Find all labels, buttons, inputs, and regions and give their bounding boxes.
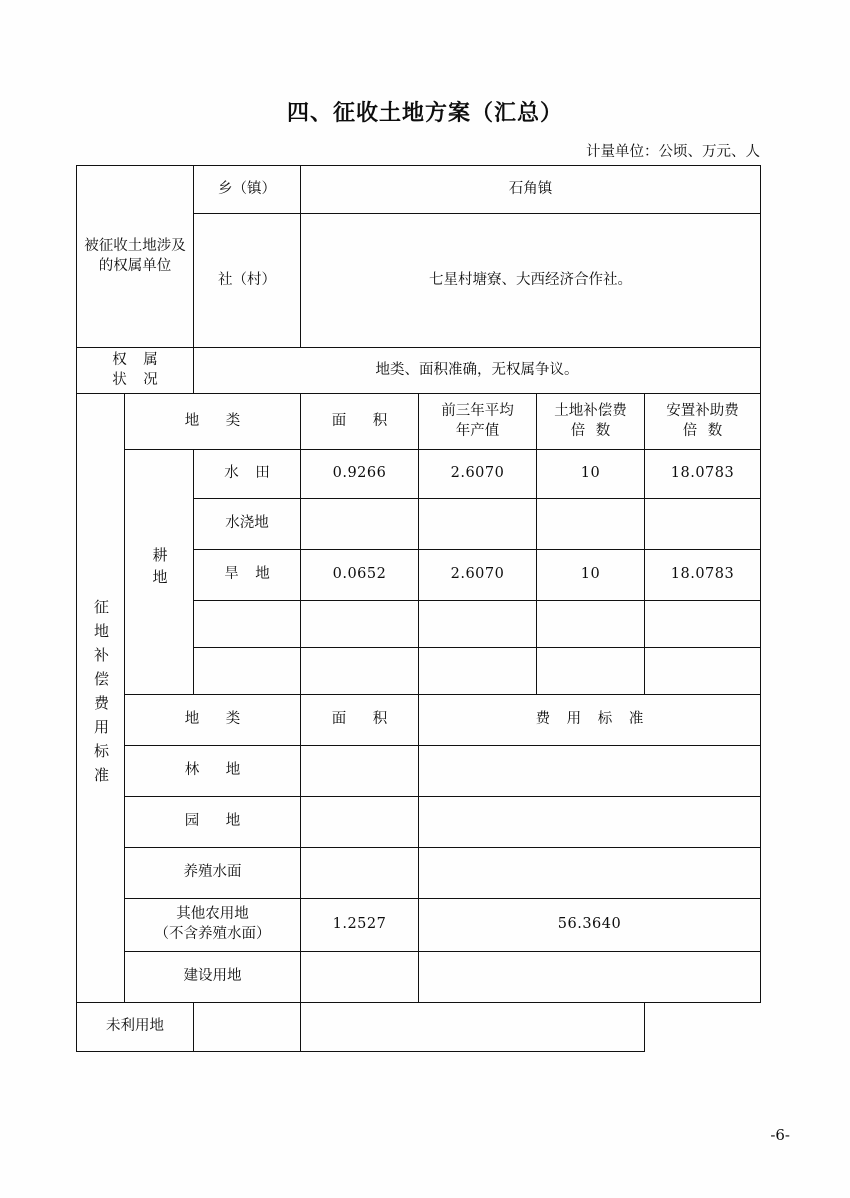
cell-land-type: [194, 648, 301, 695]
table-row-township: [77, 166, 761, 214]
ownership-status-value: [194, 348, 761, 394]
table-row-other-4: [77, 899, 761, 952]
header-area-upper: [301, 394, 419, 450]
cell-fee-standard: [419, 746, 761, 797]
cell-resettlement-multiple: [645, 601, 761, 648]
cell-resettlement-multiple: 18.0783: [645, 450, 761, 499]
cell-area: [301, 746, 419, 797]
table-row-cultivated-1: [77, 450, 761, 499]
table-row-ownership-status: [77, 348, 761, 394]
cell-land-type: [125, 952, 301, 1003]
cell-fee-standard: [301, 1003, 645, 1052]
cell-land-type: [194, 450, 301, 499]
compensation-side-label-text: 征地补偿费用标准: [92, 598, 110, 791]
table-row-other-5: [77, 952, 761, 1003]
cell-fee-standard: [419, 797, 761, 848]
cell-land-compensation-multiple: [537, 601, 645, 648]
measurement-unit-note: 计量单位：公顷、万元、人: [586, 144, 760, 160]
cell-land-type: [125, 848, 301, 899]
cell-average-yield: [419, 499, 537, 550]
cell-area: [301, 648, 419, 695]
header-land-compensation-multiple: [537, 394, 645, 450]
cell-area: [194, 1003, 301, 1052]
ownership-unit-label-text: 被征收土地涉及的权属单位: [84, 237, 186, 274]
header-land-type-upper: [125, 394, 301, 450]
cell-fee-standard: [419, 848, 761, 899]
header-land-type-upper-text: 地 类: [184, 412, 252, 429]
cell-land-compensation-multiple: 10: [537, 450, 645, 499]
cell-area: [301, 848, 419, 899]
village-value-cell: [301, 214, 761, 348]
header-land-compensation-line1: 土地补偿费: [554, 402, 627, 419]
township-value-cell: [301, 166, 761, 214]
cell-resettlement-multiple: [645, 499, 761, 550]
cell-area: [301, 797, 419, 848]
ownership-status-value-text: 地类、面积准确，无权属争议。: [375, 361, 579, 378]
cell-land-compensation-multiple: [537, 499, 645, 550]
cultivated-land-label: [125, 450, 194, 695]
cell-area: 1.2527: [301, 899, 419, 952]
header-land-compensation-line2: 倍 数: [570, 422, 614, 439]
cell-land-type: [194, 499, 301, 550]
cell-area: 0.0652: [301, 550, 419, 601]
compensation-side-label: [77, 394, 125, 1003]
cell-land-compensation-multiple: 10: [537, 550, 645, 601]
table-row-other-3: [77, 848, 761, 899]
cell-land-type-text: 养殖水面: [183, 864, 242, 881]
land-acquisition-table-wrapper: [76, 165, 760, 1052]
village-value-text: 七星村塘寮、大西经济合作社。: [429, 271, 632, 288]
land-acquisition-table: [76, 165, 761, 1052]
header-area-lower: [301, 695, 419, 746]
cell-land-type-text: 园 地: [184, 813, 252, 830]
table-row-other-6: [77, 1003, 761, 1052]
ownership-unit-label: [77, 166, 194, 348]
cell-land-type-text: 其他农用地: [176, 906, 249, 923]
cell-land-type: [125, 797, 301, 848]
cultivated-land-label-text: 耕地: [150, 546, 169, 591]
header-area-upper-text: 面 积: [331, 412, 399, 429]
cell-land-type: [77, 1003, 194, 1052]
ownership-status-label-line2: 状 况: [112, 371, 164, 388]
header-land-type-lower: [125, 695, 301, 746]
table-header-lower: [77, 695, 761, 746]
page-title: 四、征收土地方案（汇总）: [286, 100, 563, 126]
cell-land-type-subtext: （不含养殖水面）: [154, 926, 271, 942]
header-resettlement-line2: 倍 数: [682, 422, 726, 439]
table-row-other-2: [77, 797, 761, 848]
cell-area: [301, 601, 419, 648]
cell-land-type-text: 水浇地: [225, 515, 269, 532]
header-area-lower-text: 面 积: [331, 711, 399, 728]
cell-area: 0.9266: [301, 450, 419, 499]
cell-land-type: [125, 899, 301, 952]
village-label-text: 社（村）: [218, 271, 276, 288]
header-fee-standard: [419, 695, 761, 746]
township-label-cell: [194, 166, 301, 214]
cell-fee-standard: 56.3640: [419, 899, 761, 952]
header-fee-standard-text: 费 用 标 准: [535, 711, 650, 728]
cell-average-yield: [419, 601, 537, 648]
cell-fee-standard: [419, 952, 761, 1003]
cell-land-type: [125, 746, 301, 797]
township-value-text: 石角镇: [508, 180, 553, 197]
header-resettlement-multiple: [645, 394, 761, 450]
ownership-status-label: [77, 348, 194, 394]
cell-area: [301, 499, 419, 550]
cell-land-compensation-multiple: [537, 648, 645, 695]
ownership-status-label-line1: 权 属: [112, 351, 164, 368]
table-header-upper: [77, 394, 761, 450]
header-average-yield-line2: 年产值: [455, 422, 500, 439]
village-label-cell: [194, 214, 301, 348]
cell-land-type-text: 未利用地: [106, 1018, 164, 1035]
cell-land-type-text: 水 田: [224, 465, 276, 482]
cell-average-yield: 2.6070: [419, 550, 537, 601]
cell-land-type: [194, 550, 301, 601]
cell-resettlement-multiple: [645, 648, 761, 695]
cell-land-type-text: 建设用地: [183, 968, 242, 985]
cell-resettlement-multiple: 18.0783: [645, 550, 761, 601]
header-average-yield-line1: 前三年平均: [441, 402, 514, 419]
cell-land-type-text: 旱 地: [224, 566, 276, 583]
cell-land-type-text: 林 地: [184, 762, 252, 779]
header-land-type-lower-text: 地 类: [184, 711, 252, 728]
cell-average-yield: [419, 648, 537, 695]
township-label-text: 乡（镇）: [218, 180, 276, 197]
header-resettlement-line1: 安置补助费: [666, 402, 739, 419]
cell-land-type: [194, 601, 301, 648]
table-row-other-1: [77, 746, 761, 797]
cell-average-yield: 2.6070: [419, 450, 537, 499]
header-average-yield: [419, 394, 537, 450]
page-number: -6-: [770, 1126, 790, 1144]
cell-area: [301, 952, 419, 1003]
